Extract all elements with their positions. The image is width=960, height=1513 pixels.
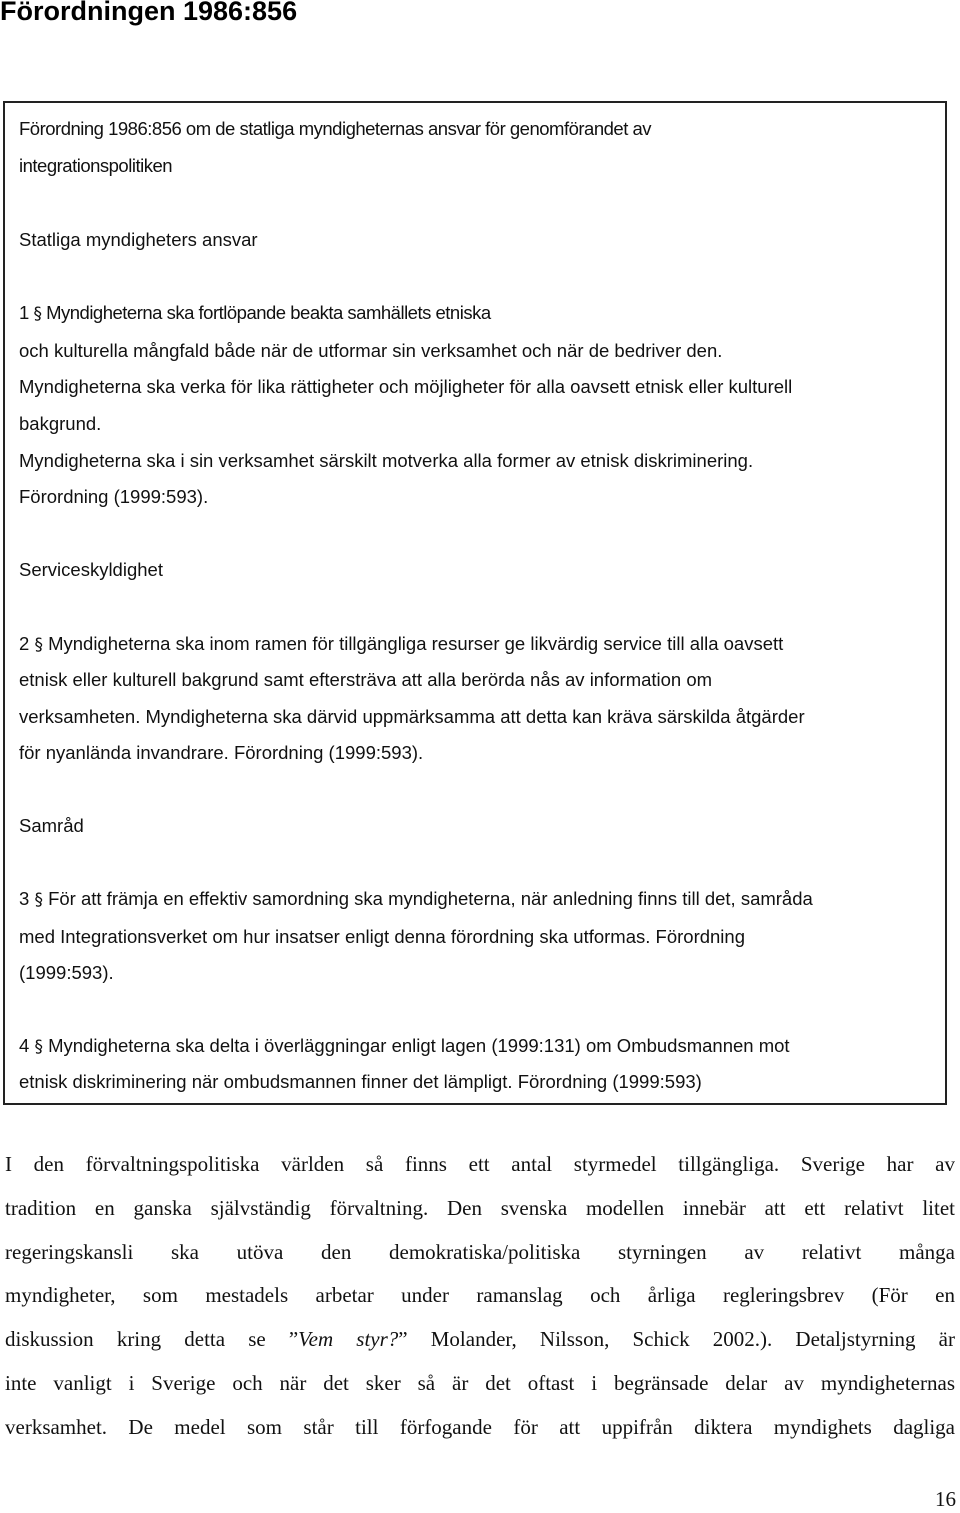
regulation-box [3,101,947,1105]
paragraph-text: Myndigheterna ska inom ramen för tillgängliga resurser ge likvärdig service till alla oavsett [48,633,784,654]
section-sign: § [33,304,42,324]
body-text-segment: ” Molander, Nilsson, Schick 2002.). Detaljstyrning är [398,1327,955,1351]
body-text-line: verksamhet. De medel som står till förfogande för att uppifrån diktera myndighets dagliga [5,1415,955,1439]
paragraph-text: Myndigheterna ska fortlöpande beakta samhällets etniska [46,302,491,323]
paragraph-1-line: Myndigheterna ska verka för lika rättigheter och möjligheter för alla oavsett etnisk eller kulturell [19,376,793,397]
page-number: 16 [935,1487,956,1511]
section-sign: § [34,890,43,910]
paragraph-number: 3 [19,888,30,909]
paragraph-1-line: Förordning (1999:593). [19,486,209,507]
paragraph-1-line: bakgrund. [19,413,102,434]
body-text-line: regeringskansli ska utöva den demokratiska/politiska styrningen av relativt många [5,1240,955,1264]
paragraph-text: Myndigheterna ska delta i överläggningar enligt lagen (1999:131) om Ombudsmannen mot [48,1035,790,1056]
paragraph-4-line: etnisk diskriminering när ombudsmannen finner det lämpligt. Förordning (1999:593) [19,1071,702,1092]
paragraph-text: För att främja en effektiv samordning ska myndigheterna, när anledning finns till det, samråda [48,888,813,909]
regulation-title: Förordning 1986:856 om de statliga myndigheternas ansvar för genomförandet av [19,118,652,139]
paragraph-number: 1 [19,302,29,323]
paragraph-number: 4 [19,1035,30,1056]
paragraph-1-line: och kulturella mångfald både när de utformar sin verksamhet och när de bedriver den. [19,340,723,361]
paragraph-1-line: Myndigheterna ska i sin verksamhet särskilt motverka alla former av etnisk diskriminering. [19,450,754,471]
section-sign: § [34,635,43,655]
section-heading-responsibility: Statliga myndigheters ansvar [19,229,258,250]
cited-title: Vem styr? [298,1327,399,1351]
paragraph-3-line [19,888,813,910]
body-text-line: tradition en ganska självständig förvaltning. Den svenska modellen innebär att ett relativt litet [5,1196,955,1220]
body-text-segment: diskussion kring detta se ” [5,1327,299,1351]
body-text-line [5,1327,955,1352]
body-text-line: inte vanligt i Sverige och när det sker så är det oftast i begränsade delar av myndigheternas [5,1371,955,1395]
regulation-title-cont: integrationspolitiken [19,155,173,176]
paragraph-2-line: för nyanlända invandrare. Förordning (1999:593). [19,742,424,763]
page-heading: Förordningen 1986:856 [0,0,298,26]
paragraph-1-line [19,302,491,324]
body-text-line: myndigheter, som mestadels arbetar under ramanslag och årliga regleringsbrev (För en [5,1283,955,1307]
paragraph-2-line: etnisk eller kulturell bakgrund samt eftersträva att alla berörda nås av information om [19,669,713,690]
paragraph-2-line [19,633,783,655]
section-heading-service: Serviceskyldighet [19,559,163,580]
section-heading-consultation: Samråd [19,815,84,836]
paragraph-2-line: verksamheten. Myndigheterna ska därvid uppmärksamma att detta kan kräva särskilda åtgärder [19,706,805,727]
paragraph-number: 2 [19,633,30,654]
section-sign: § [34,1037,43,1057]
paragraph-3-line: med Integrationsverket om hur insatser enligt denna förordning ska utformas. Förordning [19,926,745,947]
body-text-line: I den förvaltningspolitiska världen så finns ett antal styrmedel tillgängliga. Sverige har av [5,1152,955,1176]
paragraph-3-line: (1999:593). [19,962,114,983]
paragraph-4-line [19,1035,790,1057]
